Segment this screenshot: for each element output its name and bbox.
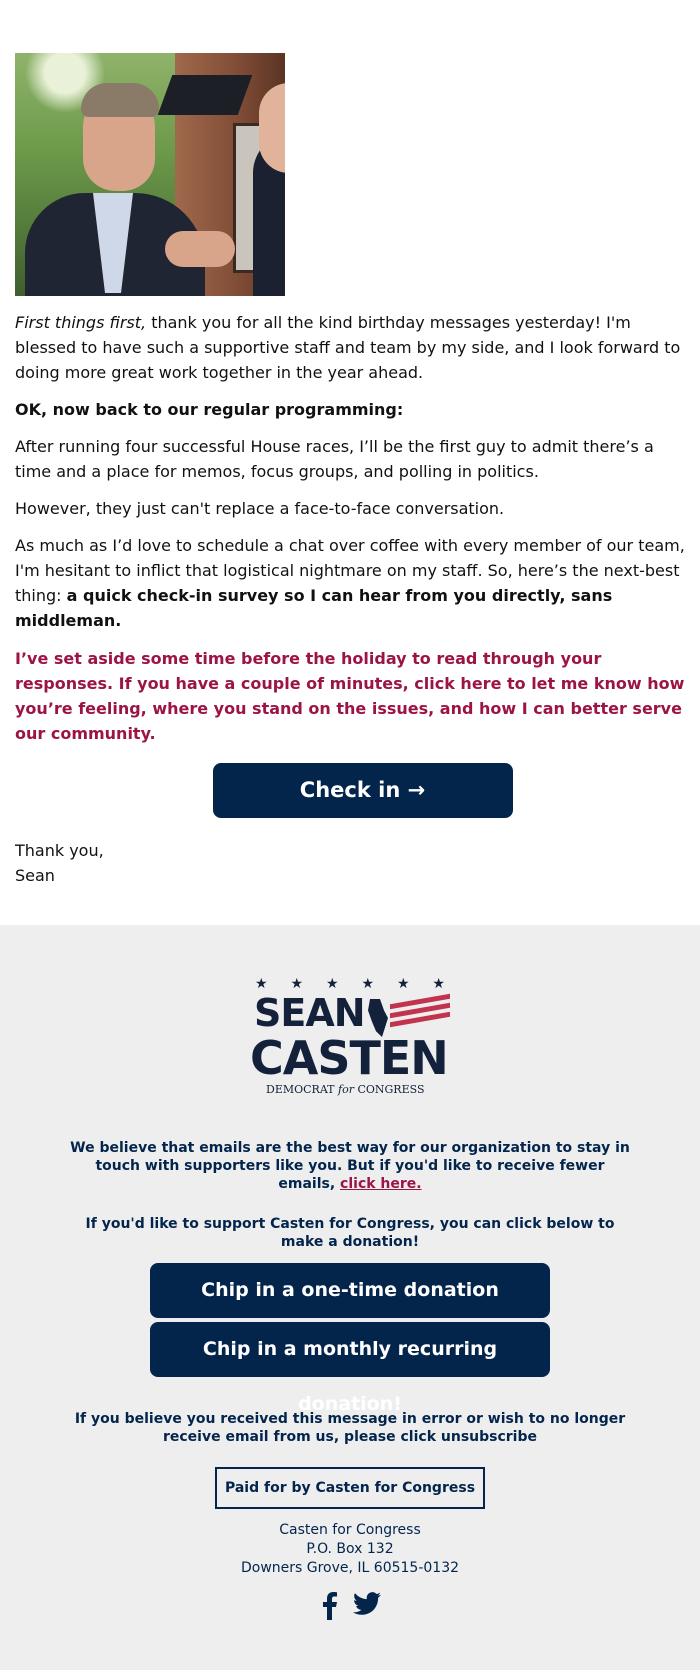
fewer-emails-link[interactable]: click here. xyxy=(340,1176,422,1192)
email-footer xyxy=(0,925,700,1670)
logo-name-bottom: CASTEN xyxy=(250,1031,448,1085)
social-links xyxy=(0,1592,700,1620)
campaign-logo xyxy=(250,977,450,1095)
email-frequency-note xyxy=(70,1139,630,1193)
address-line: P.O. Box 132 xyxy=(306,1541,394,1557)
candidate-photo xyxy=(15,53,285,296)
intro-italic: First things first, xyxy=(15,313,147,332)
email-frequency-text: We believe that emails are the best way for our organization to stay in touch with supporters like you. But if you'd like to receive fewer emails, xyxy=(70,1140,630,1192)
one-time-donation-button[interactable]: Chip in a one-time donation xyxy=(150,1263,550,1318)
survey-link[interactable]: I’ve set aside some time before the holiday to read through your responses. If you have a couple of minutes, click here to let me know how you’re feeling, where you stand on the issues, and how I can better serve our community. xyxy=(15,649,685,743)
paragraph-face-to-face: However, they just can't replace a face-to-face conversation. xyxy=(15,499,505,518)
logo-name-top: SEAN xyxy=(254,991,365,1035)
paragraph-survey xyxy=(15,533,685,633)
logo-tagline: DEMOCRAT for CONGRESS xyxy=(266,1083,425,1096)
monthly-donation-button[interactable]: Chip in a monthly recurring donation! xyxy=(150,1322,550,1377)
survey-bold-text: a quick check-in survey so I can hear from you directly, sans middleman. xyxy=(15,586,613,630)
paid-for-box: Paid for by Casten for Congress xyxy=(215,1467,485,1509)
signoff xyxy=(15,838,685,888)
flag-stripes-icon xyxy=(390,999,450,1031)
address-line: Casten for Congress xyxy=(279,1522,421,1538)
check-in-button[interactable]: Check in → xyxy=(213,763,513,818)
programming-heading: OK, now back to our regular programming: xyxy=(15,400,404,419)
mailing-address xyxy=(0,1521,700,1578)
address-line: Downers Grove, IL 60515-0132 xyxy=(240,1560,460,1576)
cta-container xyxy=(15,763,685,818)
star-icon: ★ xyxy=(255,976,268,992)
intro-paragraph xyxy=(15,310,685,385)
star-icon: ★ xyxy=(325,976,339,992)
star-icon: ★ xyxy=(396,976,410,992)
unsubscribe-note[interactable]: If you believe you received this message in error or wish to no longer receive email from us, please click unsubscribe xyxy=(74,1411,626,1445)
facebook-icon[interactable] xyxy=(319,1592,339,1620)
signoff-name: Sean xyxy=(15,866,55,885)
paragraph-house-races: After running four successful House races, I’ll be the first guy to admit there’s a time and a place for memos, focus groups, and polling in politics. xyxy=(15,437,654,481)
star-icon: ★ xyxy=(361,976,375,992)
star-icon: ★ xyxy=(290,976,304,992)
support-note: If you'd like to support Casten for Congress, you can click below to make a donation! xyxy=(85,1216,615,1250)
twitter-icon[interactable] xyxy=(353,1592,381,1620)
signoff-thanks: Thank you, xyxy=(15,841,104,860)
logo-stars xyxy=(255,977,445,991)
star-icon: ★ xyxy=(432,976,445,992)
survey-text: As much as I’d love to schedule a chat over coffee with every member of our team, I'm hesitant to inflict that logistical nightmare on my staff. So, here’s the next-best thing: xyxy=(15,536,685,605)
intro-text: thank you for all the kind birthday messages yesterday! I'm blessed to have such a supportive staff and team by my side, and I look forward to doing more great work together in the year ahead. xyxy=(15,313,681,382)
